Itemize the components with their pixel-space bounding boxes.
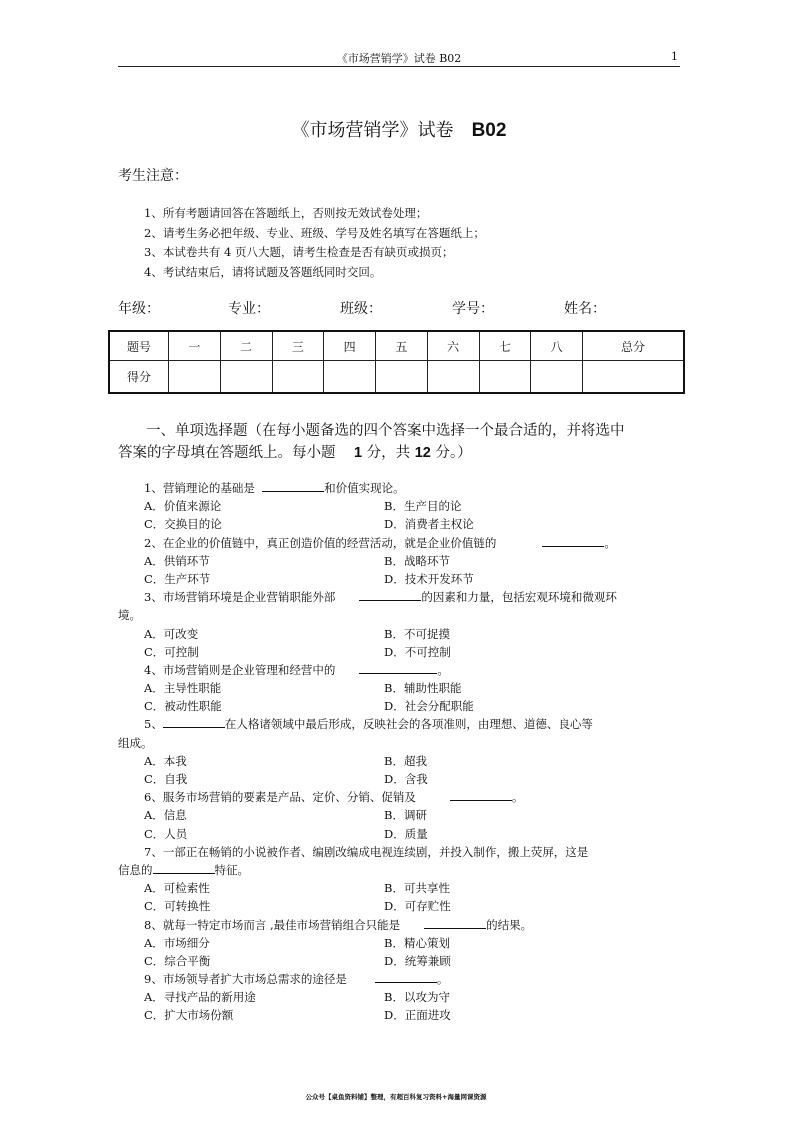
option-row <box>118 825 680 843</box>
answer-blank <box>424 916 486 929</box>
name-label: 姓名： <box>564 301 606 317</box>
score-cell <box>583 361 685 394</box>
option: B．以攻为守 <box>384 990 450 1005</box>
section-heading-text: 分，共 <box>366 445 411 461</box>
option-row <box>118 515 680 533</box>
points-per-question: 1 <box>353 445 363 461</box>
option: A．主导性职能 <box>144 681 222 696</box>
option: B．生产目的论 <box>384 499 462 514</box>
option-row <box>118 806 680 824</box>
question-stem <box>118 916 680 934</box>
option-row <box>118 879 680 897</box>
major-label: 专业： <box>228 301 270 317</box>
section-heading-line: 一、单项选择题（在每小题备选的四个答案中选择一个最合适的，并将选中 <box>146 423 625 439</box>
option: A．市场细分 <box>144 935 210 950</box>
option-row <box>118 697 680 715</box>
question-stem <box>118 970 680 988</box>
page-footer: 公众号【桌鱼资料铺】整理，有超百科复习资料+海量网课资源 <box>305 1093 487 1101</box>
notice-list <box>144 204 485 282</box>
option-row <box>118 770 680 788</box>
option: C．交换目的论 <box>144 517 222 532</box>
option: A．可检索性 <box>144 881 210 896</box>
question-text: 在人格诸领域中最后形成，反映社会的各项准则，由理想、道德、良心等 <box>224 717 593 732</box>
question-text: 。 <box>437 662 449 677</box>
running-header <box>118 50 680 67</box>
answer-blank <box>153 861 215 874</box>
score-header-cell: 三 <box>272 331 324 361</box>
score-cell <box>376 361 428 394</box>
question-stem <box>118 788 680 806</box>
question-text: 7、一部正在畅销的小说被作者、编剧改编成电视连续剧，并投入制作，搬上荧屏，这是 <box>144 844 589 859</box>
option-row <box>118 897 680 915</box>
score-cell <box>479 361 531 394</box>
score-header-cell: 总分 <box>583 331 685 361</box>
score-table <box>108 330 685 394</box>
answer-blank <box>359 661 437 674</box>
question-stem <box>118 534 680 552</box>
option: C．扩大市场份额 <box>144 1008 234 1023</box>
question-stem <box>118 661 680 679</box>
score-header-cell: 八 <box>531 331 583 361</box>
grade-label: 年级： <box>118 301 160 317</box>
section-heading-text: 答案的字母填在答题纸上。每小题 <box>118 445 336 461</box>
score-table-header-row <box>109 331 684 361</box>
option: C．生产环节 <box>144 571 211 586</box>
question-stem <box>118 715 680 733</box>
option: B．调研 <box>384 808 427 823</box>
notice-item: 3、本试卷共有 4 页八大题，请考生检查是否有缺页或损页； <box>144 245 454 259</box>
option: A．本我 <box>144 753 187 768</box>
option: A．可改变 <box>144 626 199 641</box>
option: B．不可捉摸 <box>384 626 450 641</box>
question-stem <box>118 588 680 606</box>
question-text: 信息的 <box>118 862 153 877</box>
option-row <box>118 952 680 970</box>
section-heading-text: 分。） <box>435 445 472 461</box>
page-title <box>118 116 680 142</box>
question-text: 和价值实现论。 <box>324 481 405 495</box>
score-cell <box>427 361 479 394</box>
option: A．信息 <box>144 808 187 823</box>
answer-blank <box>375 970 437 983</box>
notice-item: 1、所有考题请回答在答题纸上，否则按无效试卷处理； <box>144 206 428 220</box>
question-text: 2、在企业的价值链中，真正创造价值的经营活动，就是企业价值链的 <box>144 535 497 550</box>
running-header-title: 《市场营销学》试卷 B02 <box>336 52 462 65</box>
option: A．价值来源论 <box>144 499 222 514</box>
total-points: 12 <box>414 445 431 461</box>
notice-heading: 考生注意： <box>118 168 188 184</box>
option: C．自我 <box>144 772 188 786</box>
section-heading-line <box>118 442 678 464</box>
option: A．供销环节 <box>144 553 210 568</box>
option: C．可转换性 <box>144 899 211 914</box>
option-row <box>118 988 680 1006</box>
section-heading <box>118 420 678 464</box>
score-header-cell: 题号 <box>109 331 169 361</box>
option: D．可存贮性 <box>384 899 451 914</box>
option: B．辅助性职能 <box>384 681 462 696</box>
option: A．寻找产品的新用途 <box>144 990 256 1005</box>
question-text: 9、市场领导者扩大市场总需求的途径是 <box>144 972 347 987</box>
question-continuation <box>118 861 680 879</box>
option: D．技术开发环节 <box>384 571 474 586</box>
option-row <box>118 934 680 952</box>
exam-title: 《市场营销学》试卷 <box>291 120 454 141</box>
answer-blank <box>262 479 324 492</box>
score-cell <box>324 361 376 394</box>
option-row <box>118 752 680 770</box>
answer-blank <box>450 788 512 801</box>
question-text: 的因素和力量，包括宏观环境和微观环 <box>421 590 617 605</box>
score-header-cell: 二 <box>220 331 272 361</box>
question-list <box>118 479 680 1025</box>
score-cell <box>169 361 221 394</box>
score-header-cell: 六 <box>427 331 479 361</box>
question-text: 。 <box>511 790 524 805</box>
option-row <box>118 552 680 570</box>
question-continuation: 境。 <box>118 608 141 623</box>
option: C．被动性职能 <box>144 699 222 714</box>
question-text: 4、市场营销则是企业管理和经营中的 <box>144 662 336 677</box>
notice-item: 2、请考生务必把年级、专业、班级、学号及姓名填写在答题纸上； <box>144 225 485 240</box>
score-cell <box>220 361 272 394</box>
answer-blank <box>163 715 225 728</box>
question-stem <box>118 843 680 861</box>
question-text: 特征。 <box>214 862 249 877</box>
page-number: 1 <box>671 50 678 63</box>
exam-code: B02 <box>471 120 507 141</box>
option-row <box>118 679 680 697</box>
question-text: 6、服务市场营销的要素是产品、定价、分销、促销及 <box>144 790 416 805</box>
option: D．社会分配职能 <box>384 699 474 714</box>
score-header-cell: 四 <box>324 331 376 361</box>
question-text: 。 <box>436 972 449 987</box>
student-info-row <box>118 298 680 318</box>
question-text: 。 <box>604 535 616 550</box>
score-row-label: 得分 <box>109 361 169 394</box>
option-row <box>118 570 680 588</box>
option: D．不可控制 <box>384 644 451 659</box>
question-stem <box>118 479 680 497</box>
student-id-label: 学号： <box>452 301 494 317</box>
score-header-cell: 五 <box>376 331 428 361</box>
option: D．消费者主权论 <box>384 517 474 532</box>
option-row <box>118 497 680 515</box>
question-continuation: 组成。 <box>118 735 153 750</box>
option: B．精心策划 <box>384 935 450 950</box>
notice-item: 4、考试结束后，请将试题及答题纸同时交回。 <box>144 264 382 279</box>
option: C．可控制 <box>144 644 199 659</box>
option: D．质量 <box>384 826 428 841</box>
answer-blank <box>359 588 421 601</box>
option-row <box>118 643 680 661</box>
option: D．正面进攻 <box>384 1008 451 1023</box>
answer-blank <box>542 534 604 547</box>
score-cell <box>531 361 583 394</box>
option: C．人员 <box>144 826 188 841</box>
option: D．含我 <box>384 772 428 786</box>
score-header-cell: 七 <box>479 331 531 361</box>
option-row <box>118 1006 680 1024</box>
option: D．统筹兼顾 <box>384 953 451 968</box>
question-text: 1、营销理论的基础是 <box>144 481 255 495</box>
question-text: 的结果。 <box>486 917 533 932</box>
question-text: 5、 <box>144 717 163 732</box>
option-row <box>118 625 680 643</box>
question-text: 8、就每一特定市场而言 ,最佳市场营销组合只能是 <box>144 917 401 932</box>
option: C．综合平衡 <box>144 953 211 968</box>
score-header-cell: 一 <box>169 331 221 361</box>
score-cell <box>272 361 324 394</box>
question-text: 3、市场营销环境是企业营销职能外部 <box>144 590 336 605</box>
score-table-score-row <box>109 361 684 394</box>
option: B．可共享性 <box>384 881 450 896</box>
option: B．超我 <box>384 753 427 768</box>
option: B．战略环节 <box>384 553 450 568</box>
class-label: 班级： <box>340 301 382 317</box>
